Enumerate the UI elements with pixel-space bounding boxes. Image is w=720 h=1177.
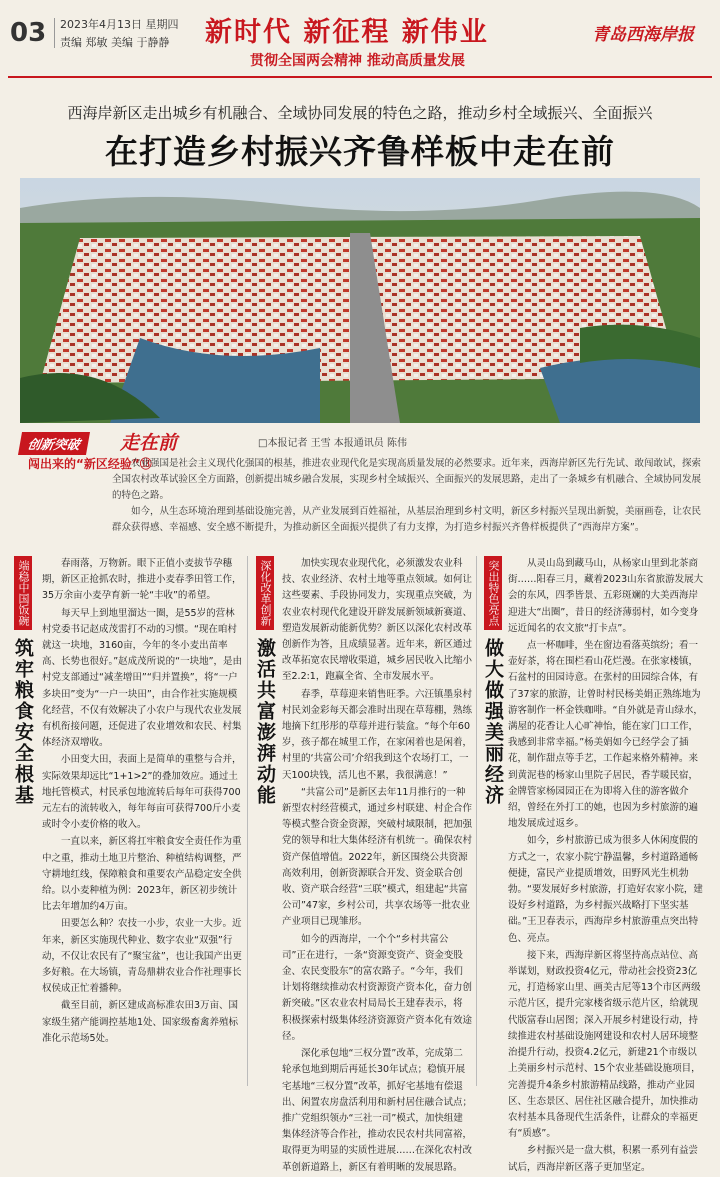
section-tag: 端稳中国饭碗 (14, 556, 32, 630)
body-paragraph: 截至目前，新区建成高标准农田3万亩、国家级生猪产能调控基地1处、国家级畜禽养殖标准化示范场5处。 (42, 1000, 239, 1044)
section-heading: 激活共富澎湃动能 (254, 638, 276, 806)
body-paragraph: 点一杯咖啡，坐在窗边看落英缤纷；看一壶好茶，将在围栏看山花烂漫。在张家楼镇，石盆村的田园诗意。在张村的田园综合体，有了37家的旅游，让曾时村民杨美娟正熟练地为游客制作一杯金铁咖啡。“自外就是青山绿水，满屋的花香让人心旷神怡，能在家门口工作，我感到非常幸福。”杨美娟如今已经学会了插花，制作甜点等手艺，工作起来格外精神。来到黄泥巷的杨家山里院子居民，香芋暖民宿，金牌管家杨园园正在为即将入住的游客做介绍，曾经在外打工的她，也因为乡村旅游的遍地发展成过返乡。 (508, 640, 703, 830)
section-3-sidebar (478, 556, 508, 806)
body-paragraph: 加快实现农业现代化，必须激发农业科技、农业经济、农村土地等重点领域。如何让这些要素、手段协同发力，实现重点突破，为农业农村现代化建设开辟发展新领域新赛道、塑造发展新动能新优势？新区以深化农村改革创新作为答，且成绩显著。近年来，新区通过改革拓宽农民增收渠道，城乡居民收入比缩小至2.2:1，跑赢全省、全市发展水平。 (282, 558, 473, 683)
headline-kicker: 西海岸新区走出城乡有机融合、全域协同发展的特色之路，推动乡村全域振兴、全面振兴 (67, 104, 653, 122)
body-paragraph: 深化承包地“三权分置”改革，完成第二轮承包地到期后再延长30年试点；稳慎开展宅基地“三权分置”改革，抓好宅基地有偿退出、闲置农房盘活利用和新村居住融合试点；推广党组织领办“三社一司”模式，加快组建集体经济等合作社，推动农民农村共同富裕，取得更为明显的实质性进展……在深化农村改革创新道路上，新区有着明晰的发展思路。 (282, 1048, 473, 1173)
editors-line: 责编 郑敏 美编 于静静 (60, 36, 170, 49)
header-divider (8, 76, 712, 78)
body-paragraph: 如今的西海岸，一个个“乡村共富公司”正在进行，一条“资源变资产、资金变股金、农民变股东”的富农路子。“今年，我们计划将继续推动农村资源资产资本化，奋力创新突破。”区农业农村局局长王建春表示，将积极探索村级集体经济资源资产资本化有效途径。 (282, 933, 473, 1042)
page-slogan: 新时代 新征程 新伟业 (205, 17, 489, 48)
page-number: 03 (10, 18, 55, 48)
newspaper-brand-logo: 青岛西海岸报 (592, 25, 694, 45)
lead-paragraphs (112, 456, 704, 536)
section-tag: 突出特色亮点 (484, 556, 502, 630)
body-paragraph: “共富公司”是新区去年11月推行的一种新型农村经营模式，通过乡村联建、村企合作等模式整合资金资源，突破村域限制，把加强党的领导和壮大集体经济有机统一。确保农村资产保值增值。2022年，新区围绕公共资源高效利用，创新资源联合开发、资金联合创收、资产联合经营“三联”模式，组建起“共富公司”47家，乡村公司，共享农场等一批农业产业项目已现雏形。 (282, 786, 473, 928)
section-3-body (508, 556, 704, 1177)
section-1-sidebar (8, 556, 38, 806)
body-paragraph: 每天早上到地里溜达一圈，是55岁的营林村党委书记赵成茂雷打不动的习惯。“现在咱村就这一块地，3160亩，今年的冬小麦出苗率高、长势也很好。”赵成茂所说的“一块地”，是由村党支部通过“减垄增田”“归并置换”，将“一户多块田”变为“一户一块田”，由合作社实施规模化经营，不仅有效解决了小农户与现代农业发展有机衔接问题，还促进了农业增效和农民、村集体经济双增收。 (42, 607, 243, 749)
section-1-body (42, 556, 242, 1048)
column-divider (247, 556, 248, 1086)
series-title: 闯出来的“新区经验”⑬ (28, 457, 152, 471)
issue-date: 2023年4月13日 星期四 (60, 18, 179, 31)
body-paragraph: 春雨落，万物新。眼下正值小麦拔节孕穗期，新区正抢抓农时，推进小麦春季田管工作，35万余亩小麦孕育新一轮“丰收”的希望。 (42, 558, 242, 602)
series-tag: 创新突破 (18, 432, 90, 455)
section-2-body (282, 556, 472, 1177)
section-heading: 筑牢粮食安全根基 (12, 638, 34, 806)
aerial-photo (20, 178, 700, 423)
body-paragraph: 一直以来，新区将扛牢粮食安全责任作为重中之重，推动土地卫片整治、种植结构调整，严守耕地红线，保障粮食和重要农产品稳定安全供给。以小麦种植为例：2023年，新区初步统计比去年增加约4万亩。 (42, 836, 242, 913)
section-2-sidebar (250, 556, 280, 806)
section-tag: 深化改革创新 (256, 556, 274, 630)
column-divider (476, 556, 477, 1086)
series-accent: 走在前 (120, 432, 178, 454)
body-paragraph: 乡村振兴是一盘大棋，积累一系列有益尝试后，西海岸新区落子更加坚定。 (508, 1145, 699, 1173)
body-paragraph: 田要怎么种？农技一小步，农业一大步。近年来，新区实施现代种业、数字农业“双强”行动，不仅让农民有了“聚宝盆”，也让我国产出更多好粮。在大场镇，青岛鼎耕农业合作社理事长权侯成正忙着播种。 (42, 918, 242, 995)
lead-paragraph: 农业强国是社会主义现代化强国的根基，推进农业现代化是实现高质量发展的必然要求。近年来，西海岸新区先行先试、敢闯敢试，探索全国农村改革试验区全方面路，创新提出城乡融合发展，实现乡村全域振兴、全面振兴的发展思路，走出了一条城乡有机融合、全域协同发展的特色之路。 (112, 458, 702, 501)
byline: □本报记者 王雪 本报通讯员 陈伟 (258, 438, 407, 449)
body-paragraph: 从灵山岛到藏马山，从杨家山里到北茶商街……阳春三月，藏着2023山东省旅游发展大会的东风，四季皆景、五彩斑斓的大美西海岸迎进大“出圈”，昔日的经济薄弱村，如今变身远近闻名的农文旅“打卡点”。 (508, 558, 704, 634)
body-paragraph: 接下来，西海岸新区将坚持高点站位、高举谋划，财政投资4亿元，带动社会投资23亿元，打造杨家山里、画美古尼等13个市区两级示范片区，提升完家楼省级示范片区，给就现代版富春山居图；深入开展乡村建设行动，持续推进农村基础设施网建设和农村人居环境整治提升行动，投资4.2亿元，新建21个市级以上美丽乡村示范村、15个农业基础设施项目，完善提升4条乡村旅游精品线路，推动产业园区、生态景区、居住社区融合提升，加快推动农村基本具备现代生活条件，让群众的幸福更有“质感”。 (508, 949, 701, 1140)
body-paragraph: 春季，草莓迎来销售旺季。六汪镇墨泉村村民刘金彩每天都会准时出现在草莓棚，熟练地摘下红彤彤的草莓并进行装盒。“每个年60岁，孩子都在城里工作，在家闲着也是闲着，村里的‘共富公司’介绍我到这个农场打工，一天100块钱，活儿也不累，我很满意！” (282, 688, 473, 781)
page-subslogan: 贯彻全国两会精神 推动高质量发展 (250, 53, 465, 69)
lead-paragraph: 如今，从生态环境治理到基础设施完善，从产业发展到百姓福祉，从基层治理到乡村文明，新区乡村振兴呈现出新貌，美丽画卷，让农民群众获得感、幸福感、安全感不断提升，为推动新区全面振兴提供了有力支撑，为打造乡村振兴齐鲁样板提供了“西海岸方案”。 (112, 506, 702, 533)
body-paragraph: 小田变大田，表面上是简单的重整与合并，实际效果却远比“1+1>2”的叠加效应。通过土地托管模式，村民承包地流转后每年可获得700元左右的流转收入，每年每亩可获得700斤小麦或时令小麦价格的收入。 (42, 754, 242, 831)
headline-title: 在打造乡村振兴齐鲁样板中走在前 (105, 132, 615, 171)
section-heading: 做大做强美丽经济 (482, 638, 504, 806)
aerial-village-illustration (20, 178, 700, 423)
body-paragraph: 如今，乡村旅游已成为很多人休闲度假的方式之一，农家小院宁静温馨，乡村道路通畅便捷，富民产业提质增效，田野风光生机勃勃。“要发展好乡村旅游，打造好农家小院，建设好乡村道路，为乡村振兴战略打下坚实基础。”王卫春表示，西海岸乡村旅游重点突出特色、亮点。 (508, 835, 703, 944)
page-header (0, 0, 720, 78)
